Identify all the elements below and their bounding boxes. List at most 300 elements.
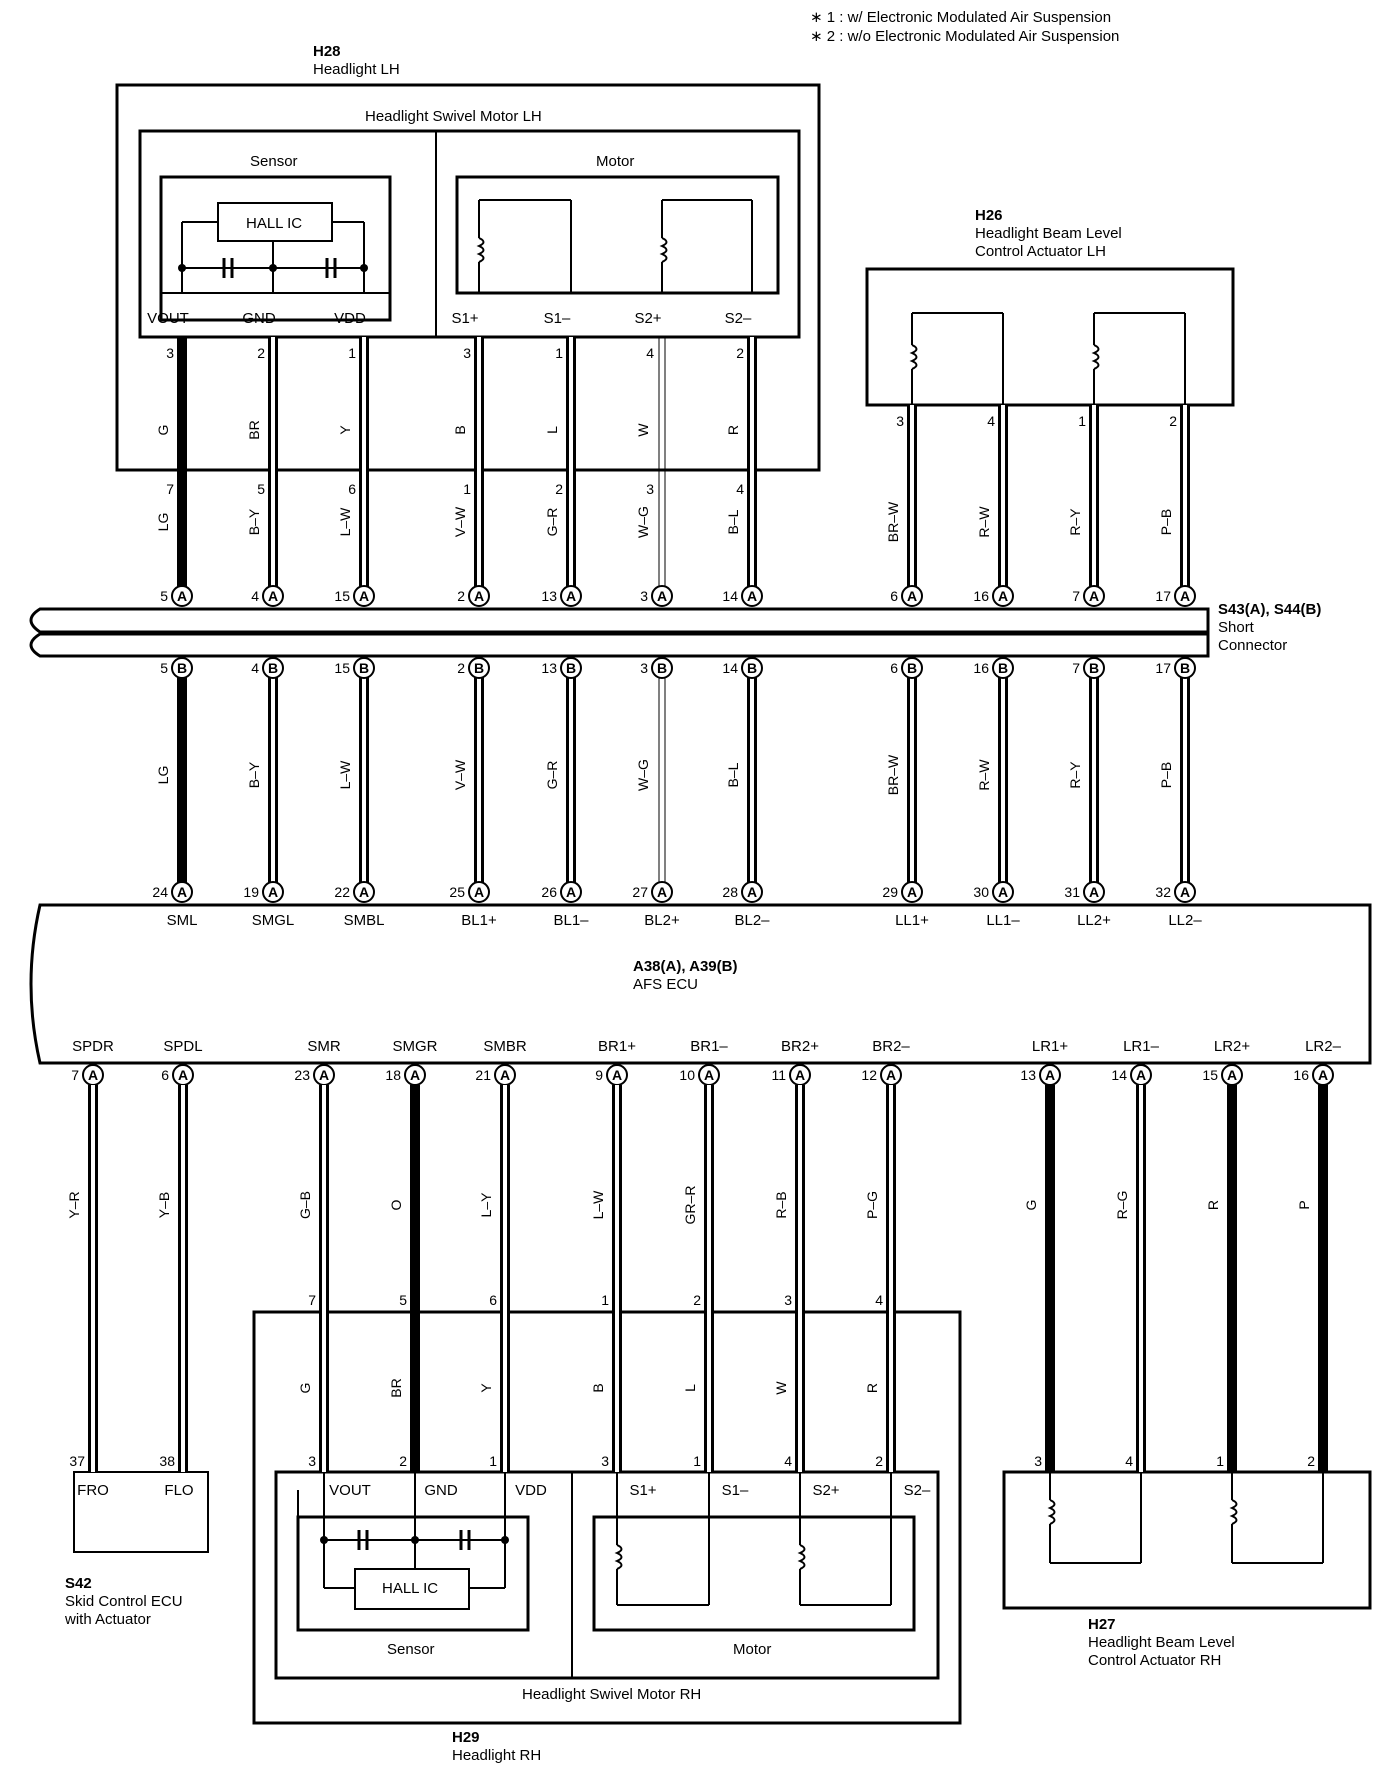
motor-rh-box: [594, 1517, 914, 1630]
h29-inner-pin: 2: [399, 1453, 407, 1469]
ecu-pin-number: 30: [973, 884, 989, 900]
junction-dot: [269, 264, 277, 272]
wire-color-label: B–Y: [246, 508, 262, 536]
coil-h27-icon: [1232, 1500, 1237, 1524]
ecu-pin-a-letter: A: [703, 1067, 715, 1083]
wire-color-label: P–B: [1158, 508, 1174, 536]
note-2: ∗ 2 : w/o Electronic Modulated Air Suspension: [810, 28, 1120, 45]
wire-bottom: [181, 1085, 185, 1472]
wire-bottom: [322, 1085, 326, 1472]
h27-pin: 3: [1034, 1453, 1042, 1469]
wire-bottom: [1045, 1085, 1055, 1472]
wire-mid: [750, 668, 754, 892]
h29-inner-pin: 3: [601, 1453, 609, 1469]
wire-bottom: [1139, 1085, 1143, 1472]
wire-color-label: BR–W: [885, 754, 901, 796]
junction-dot: [501, 1536, 509, 1544]
h28-wire-color: W: [635, 423, 651, 437]
s42-pin: 37: [69, 1453, 85, 1469]
sensor-rh-box: [298, 1517, 528, 1630]
wire-color-label: B–Y: [246, 761, 262, 789]
ecu-pin-number: 14: [1111, 1067, 1127, 1083]
connector-pin-b-letter: B: [656, 660, 668, 676]
wire-top: [750, 337, 754, 596]
wire-mid: [569, 668, 573, 892]
wire-mid: [477, 668, 481, 892]
s44-pin: 17: [1155, 660, 1171, 676]
wire-top: [1001, 405, 1005, 596]
connector-pin-b-letter: B: [565, 660, 577, 676]
ecu-signal-label: SMGR: [392, 1038, 438, 1055]
swivel-rh-name: Headlight Swivel Motor RH: [522, 1686, 702, 1703]
h28-pin: 3: [463, 345, 471, 361]
h29-wire-color: L: [682, 1384, 698, 1392]
sensor-lh-box: [161, 177, 390, 320]
wire-top: [477, 337, 481, 596]
coil-lh-icon: [479, 238, 484, 262]
ecu-pin-a-letter: A: [997, 884, 1009, 900]
connector-pin-a-letter: A: [1088, 588, 1100, 604]
wire-mid: [1183, 668, 1187, 892]
ecu-signal-label: LL1–: [986, 912, 1020, 929]
swivel-rh-motor: Motor: [733, 1641, 772, 1658]
wire-bottom: [707, 1085, 711, 1472]
short-conn-code: S43(A), S44(B): [1218, 601, 1322, 618]
ecu-signal-label: LR2+: [1213, 1038, 1251, 1055]
wire-color-label: B–L: [725, 509, 741, 535]
wire-color-label: Y–R: [66, 1191, 82, 1219]
wire-color-label: G–B: [297, 1190, 313, 1220]
s42-name-1: Skid Control ECU: [65, 1593, 183, 1610]
ecu-code: A38(A), A39(B): [633, 958, 738, 975]
ecu-pin-a-letter: A: [473, 884, 485, 900]
ecu-pin-number: 16: [1293, 1067, 1309, 1083]
s43-pin: 17: [1155, 588, 1171, 604]
h28-wire-color: R: [725, 424, 741, 436]
h28-pin: 1: [555, 345, 563, 361]
swivel-rh-box: [276, 1472, 938, 1678]
h29-wire-color: Y: [478, 1383, 494, 1393]
terminal-label: S1–: [543, 310, 571, 327]
ecu-pin-number: 21: [475, 1067, 491, 1083]
ecu-pin-a-letter: A: [906, 884, 918, 900]
ecu-pin-number: 32: [1155, 884, 1171, 900]
ecu-pin-number: 19: [243, 884, 259, 900]
wire-color-label: R–B: [773, 1191, 789, 1219]
coil-h26-icon: [1094, 345, 1099, 369]
h26-code: H26: [975, 207, 1003, 224]
wire-bottom: [1227, 1085, 1237, 1472]
h28-pin: 3: [166, 345, 174, 361]
s43-pin: 3: [640, 588, 648, 604]
connector-pin-a-letter: A: [746, 588, 758, 604]
ecu-pin-a-letter: A: [499, 1067, 511, 1083]
h29-inner-pin: 4: [784, 1453, 792, 1469]
ecu-signal-label: LR1–: [1123, 1038, 1159, 1055]
wire-color-label: L–W: [337, 507, 353, 537]
s43-pin: 7: [1072, 588, 1080, 604]
s44-pin: 4: [251, 660, 259, 676]
wire-color-label: LG: [155, 512, 171, 532]
wire-color-label: G–R: [544, 760, 560, 790]
s43-pin: 15: [334, 588, 350, 604]
ecu-pin-a-letter: A: [656, 884, 668, 900]
h29-inner-pin: 3: [308, 1453, 316, 1469]
s42-name-2: with Actuator: [65, 1611, 151, 1628]
connector-pin-a-letter: A: [267, 588, 279, 604]
h29-wire-color: B: [590, 1383, 606, 1393]
ecu-pin-number: 12: [861, 1067, 877, 1083]
s43-pin: 6: [890, 588, 898, 604]
h29-inner-pin: 1: [693, 1453, 701, 1469]
h27-name-1: Headlight Beam Level: [1088, 1634, 1235, 1651]
wire-color-label: Y–B: [156, 1191, 172, 1219]
s43-pin: 13: [541, 588, 557, 604]
h28-name: Headlight LH: [313, 61, 400, 78]
wire-mid: [1001, 668, 1005, 892]
ecu-pin-number: 25: [449, 884, 465, 900]
wire-mid: [1092, 668, 1096, 892]
h29-inner-pin: 2: [875, 1453, 883, 1469]
s42-terminal: FLO: [164, 1482, 194, 1499]
terminal-label: S1+: [451, 310, 479, 327]
h28-wire-color: G: [155, 424, 171, 436]
junction-pin: 7: [166, 481, 174, 497]
connector-pin-b-letter: B: [997, 660, 1009, 676]
s43-pin: 5: [160, 588, 168, 604]
motor-lh-box: [457, 177, 778, 293]
h28-wire-color: Y: [337, 425, 353, 435]
ecu-signal-label: BL1–: [553, 912, 589, 929]
h28-pin: 4: [646, 345, 654, 361]
h28-code: H28: [313, 43, 341, 60]
ecu-pin-a-letter: A: [358, 884, 370, 900]
s44-pin: 15: [334, 660, 350, 676]
h29-pin: 6: [489, 1292, 497, 1308]
ecu-pin-a-letter: A: [318, 1067, 330, 1083]
coil-rh-icon: [617, 1545, 622, 1569]
ecu-pin-a-letter: A: [267, 884, 279, 900]
h28-wire-color: B: [452, 425, 468, 435]
ecu-pin-a-letter: A: [1135, 1067, 1147, 1083]
ecu-signal-label: LL1+: [895, 912, 929, 929]
ecu-pin-number: 31: [1064, 884, 1080, 900]
ecu-pin-number: 15: [1202, 1067, 1218, 1083]
terminal-label: GND: [424, 1482, 458, 1499]
connector-pin-a-letter: A: [473, 588, 485, 604]
wire-mid: [910, 668, 914, 892]
h26-pin: 4: [987, 413, 995, 429]
ecu-pin-number: 28: [722, 884, 738, 900]
note-1: ∗ 1 : w/ Electronic Modulated Air Suspension: [810, 9, 1112, 26]
swivel-lh-box: [140, 131, 799, 337]
wire-bottom: [410, 1085, 420, 1472]
wire-color-label: R–W: [976, 759, 992, 791]
h29-wire-color: G: [297, 1382, 313, 1394]
wire-color-label: V–W: [452, 759, 468, 791]
connector-pin-b-letter: B: [906, 660, 918, 676]
h27-box: [1004, 1472, 1370, 1608]
wire-top: [362, 337, 366, 596]
terminal-label: VDD: [515, 1482, 547, 1499]
wire-mid: [271, 668, 275, 892]
connector-pin-a-letter: A: [656, 588, 668, 604]
ecu-signal-label: BR1+: [598, 1038, 636, 1055]
ecu-pin-a-letter: A: [1044, 1067, 1056, 1083]
wire-top: [910, 405, 914, 596]
terminal-label: S1+: [629, 1482, 657, 1499]
ecu-pin-number: 23: [294, 1067, 310, 1083]
ecu-pin-number: 13: [1020, 1067, 1036, 1083]
ecu-signal-label: BL2+: [644, 912, 680, 929]
swivel-lh-sensor: Sensor: [250, 153, 298, 170]
connector-pin-b-letter: B: [267, 660, 279, 676]
connector-pin-b-letter: B: [176, 660, 188, 676]
junction-pin: 6: [348, 481, 356, 497]
wire-color-label: W–G: [635, 506, 651, 538]
ecu-pin-number: 27: [632, 884, 648, 900]
connector-pin-b-letter: B: [358, 660, 370, 676]
junction-pin: 4: [736, 481, 744, 497]
h29-code: H29: [452, 1729, 480, 1746]
terminal-label: S2–: [724, 310, 752, 327]
wire-color-label: L–W: [590, 1190, 606, 1220]
h28-pin: 2: [257, 345, 265, 361]
h29-pin: 1: [601, 1292, 609, 1308]
short-conn-name-2: Connector: [1218, 637, 1288, 654]
wire-color-label: R: [1205, 1199, 1221, 1211]
ecu-pin-a-letter: A: [87, 1067, 99, 1083]
ecu-pin-number: 18: [385, 1067, 401, 1083]
wire-mid: [362, 668, 366, 892]
wire-color-label: LG: [155, 765, 171, 785]
terminal-label: S2+: [812, 1482, 840, 1499]
junction-dot: [411, 1536, 419, 1544]
ecu-signal-label: LL2–: [1168, 912, 1202, 929]
coil-rh-icon: [800, 1545, 805, 1569]
ecu-signal-label: SMBL: [343, 912, 385, 929]
h26-name-2: Control Actuator LH: [975, 243, 1106, 260]
junction-dot: [320, 1536, 328, 1544]
ecu-pin-a-letter: A: [177, 1067, 189, 1083]
h29-name: Headlight RH: [452, 1747, 542, 1764]
h27-pin: 4: [1125, 1453, 1133, 1469]
h29-inner-pin: 1: [489, 1453, 497, 1469]
wire-bottom: [91, 1085, 95, 1472]
ecu-signal-label: SPDL: [163, 1038, 203, 1055]
s44-pin: 6: [890, 660, 898, 676]
s44-pin: 14: [722, 660, 738, 676]
h28-wire-color: L: [544, 426, 560, 434]
coil-h27-icon: [1050, 1500, 1055, 1524]
ecu-signal-label: LR1+: [1031, 1038, 1069, 1055]
ecu-signal-label: LR2–: [1305, 1038, 1341, 1055]
ecu-signal-label: SPDR: [72, 1038, 114, 1055]
s43-pin: 2: [457, 588, 465, 604]
ecu-signal-label: SML: [166, 912, 198, 929]
short-conn-name-1: Short: [1218, 619, 1254, 636]
terminal-label: VOUT: [147, 310, 189, 327]
junction-pin: 5: [257, 481, 265, 497]
wire-color-label: R–G: [1114, 1190, 1130, 1220]
ecu-signal-label: BL2–: [734, 912, 770, 929]
wire-color-label: G–R: [544, 507, 560, 537]
wire-color-label: BR–W: [885, 501, 901, 543]
wire-color-label: B–L: [725, 762, 741, 788]
wire-color-label: L–Y: [478, 1192, 494, 1218]
h29-pin: 2: [693, 1292, 701, 1308]
h29-pin: 7: [308, 1292, 316, 1308]
s44-pin: 5: [160, 660, 168, 676]
h29-wire-color: R: [864, 1382, 880, 1394]
terminal-label: S2+: [634, 310, 662, 327]
connector-pin-a-letter: A: [1179, 588, 1191, 604]
ecu-signal-label: LL2+: [1077, 912, 1111, 929]
h27-name-2: Control Actuator RH: [1088, 1652, 1222, 1669]
wire-color-label: R–W: [976, 506, 992, 538]
wire-color-label: GR–R: [682, 1185, 698, 1225]
h29-wire-color: W: [773, 1381, 789, 1395]
h26-pin: 2: [1169, 413, 1177, 429]
terminal-label: VDD: [334, 310, 366, 327]
connector-pin-b-letter: B: [1088, 660, 1100, 676]
h27-code: H27: [1088, 1616, 1116, 1633]
connector-pin-b-letter: B: [1179, 660, 1191, 676]
s42-terminal: FRO: [77, 1482, 109, 1499]
terminal-label: VOUT: [329, 1482, 371, 1499]
swivel-lh-motor: Motor: [596, 153, 635, 170]
s44-pin: 2: [457, 660, 465, 676]
component-boxes: [31, 85, 1370, 1723]
h28-wire-color: BR: [246, 420, 262, 440]
ecu-name: AFS ECU: [633, 976, 699, 993]
ecu-pin-a-letter: A: [565, 884, 577, 900]
wire-color-label: P: [1296, 1200, 1312, 1210]
ecu-pin-a-letter: A: [611, 1067, 623, 1083]
wire-color-label: V–W: [452, 506, 468, 538]
wire-color-label: O: [388, 1199, 404, 1211]
ecu-pin-number: 10: [679, 1067, 695, 1083]
connector-pin-a-letter: A: [565, 588, 577, 604]
h28-pin: 1: [348, 345, 356, 361]
wire-mid: [177, 668, 187, 892]
ecu-pin-a-letter: A: [409, 1067, 421, 1083]
h28-pin: 2: [736, 345, 744, 361]
wire-color-label: P–G: [864, 1190, 880, 1220]
swivel-lh-name: Headlight Swivel Motor LH: [365, 108, 542, 125]
s42-pin: 38: [159, 1453, 175, 1469]
s44-pin: 16: [973, 660, 989, 676]
ecu-signal-label: SMR: [307, 1038, 341, 1055]
wire-top: [1092, 405, 1096, 596]
wire-top: [1183, 405, 1187, 596]
swivel-rh-ic: HALL IC: [382, 1580, 439, 1597]
ecu-pin-number: 22: [334, 884, 350, 900]
s44-pin: 7: [1072, 660, 1080, 676]
s43-pin: 14: [722, 588, 738, 604]
ecu-signal-label: BL1+: [461, 912, 497, 929]
connector-pin-a-letter: A: [176, 588, 188, 604]
wire-color-label: L–W: [337, 760, 353, 790]
junction-pin: 3: [646, 481, 654, 497]
ecu-pin-a-letter: A: [1088, 884, 1100, 900]
wire-bottom: [503, 1085, 507, 1472]
terminal-label: GND: [242, 310, 276, 327]
junction-pin: 2: [555, 481, 563, 497]
wire-bottom: [798, 1085, 802, 1472]
s44-pin: 13: [541, 660, 557, 676]
ecu-pin-number: 24: [152, 884, 168, 900]
wire-color-label: W–G: [635, 759, 651, 791]
coil-h26-icon: [912, 345, 917, 369]
h26-name-1: Headlight Beam Level: [975, 225, 1122, 242]
ecu-pin-a-letter: A: [176, 884, 188, 900]
connector-pin-b-letter: B: [746, 660, 758, 676]
h29-pin: 3: [784, 1292, 792, 1308]
wire-color-label: G: [1023, 1199, 1039, 1211]
ecu-pin-a-letter: A: [1317, 1067, 1329, 1083]
wire-color-label: P–B: [1158, 761, 1174, 789]
wire-top: [177, 337, 187, 596]
wire-bottom: [1318, 1085, 1328, 1472]
ecu-pin-number: 11: [771, 1067, 786, 1083]
h26-box: [867, 269, 1233, 405]
wire-top: [569, 337, 573, 596]
s44-pin: 3: [640, 660, 648, 676]
coil-lh-icon: [662, 238, 667, 262]
ecu-pin-a-letter: A: [885, 1067, 897, 1083]
wire-color-label: R–Y: [1067, 761, 1083, 789]
swivel-rh-sensor: Sensor: [387, 1641, 435, 1658]
ecu-pin-a-letter: A: [746, 884, 758, 900]
ecu-signal-label: BR2–: [872, 1038, 910, 1055]
ecu-pin-number: 6: [161, 1067, 169, 1083]
ecu-pin-number: 26: [541, 884, 557, 900]
wire-color-label: R–Y: [1067, 508, 1083, 536]
ecu-pin-number: 29: [882, 884, 898, 900]
h28-box: [117, 85, 819, 470]
s43-pin: 4: [251, 588, 259, 604]
connector-pin-a-letter: A: [906, 588, 918, 604]
ecu-pin-a-letter: A: [794, 1067, 806, 1083]
h27-pin: 2: [1307, 1453, 1315, 1469]
ecu-pin-number: 9: [595, 1067, 603, 1083]
short-connector-a: [31, 609, 1208, 632]
junction-dot: [360, 264, 368, 272]
terminal-label: S1–: [721, 1482, 749, 1499]
wire-top: [271, 337, 275, 596]
h29-wire-color: BR: [388, 1378, 404, 1398]
ecu-signal-label: SMBR: [483, 1038, 527, 1055]
junction-pin: 1: [463, 481, 471, 497]
h26-pin: 1: [1078, 413, 1086, 429]
ecu-pin-a-letter: A: [1179, 884, 1191, 900]
connector-pin-b-letter: B: [473, 660, 485, 676]
junction-dot: [178, 264, 186, 272]
ecu-signal-label: BR2+: [781, 1038, 819, 1055]
h29-pin: 5: [399, 1292, 407, 1308]
wire-bottom: [615, 1085, 619, 1472]
h27-pin: 1: [1216, 1453, 1224, 1469]
ecu-signal-label: BR1–: [690, 1038, 728, 1055]
terminal-label: S2–: [903, 1482, 931, 1499]
s43-pin: 16: [973, 588, 989, 604]
ecu-signal-label: SMGL: [251, 912, 295, 929]
h29-pin: 4: [875, 1292, 883, 1308]
connector-pin-a-letter: A: [358, 588, 370, 604]
connector-pin-a-letter: A: [997, 588, 1009, 604]
wire-bottom: [889, 1085, 893, 1472]
